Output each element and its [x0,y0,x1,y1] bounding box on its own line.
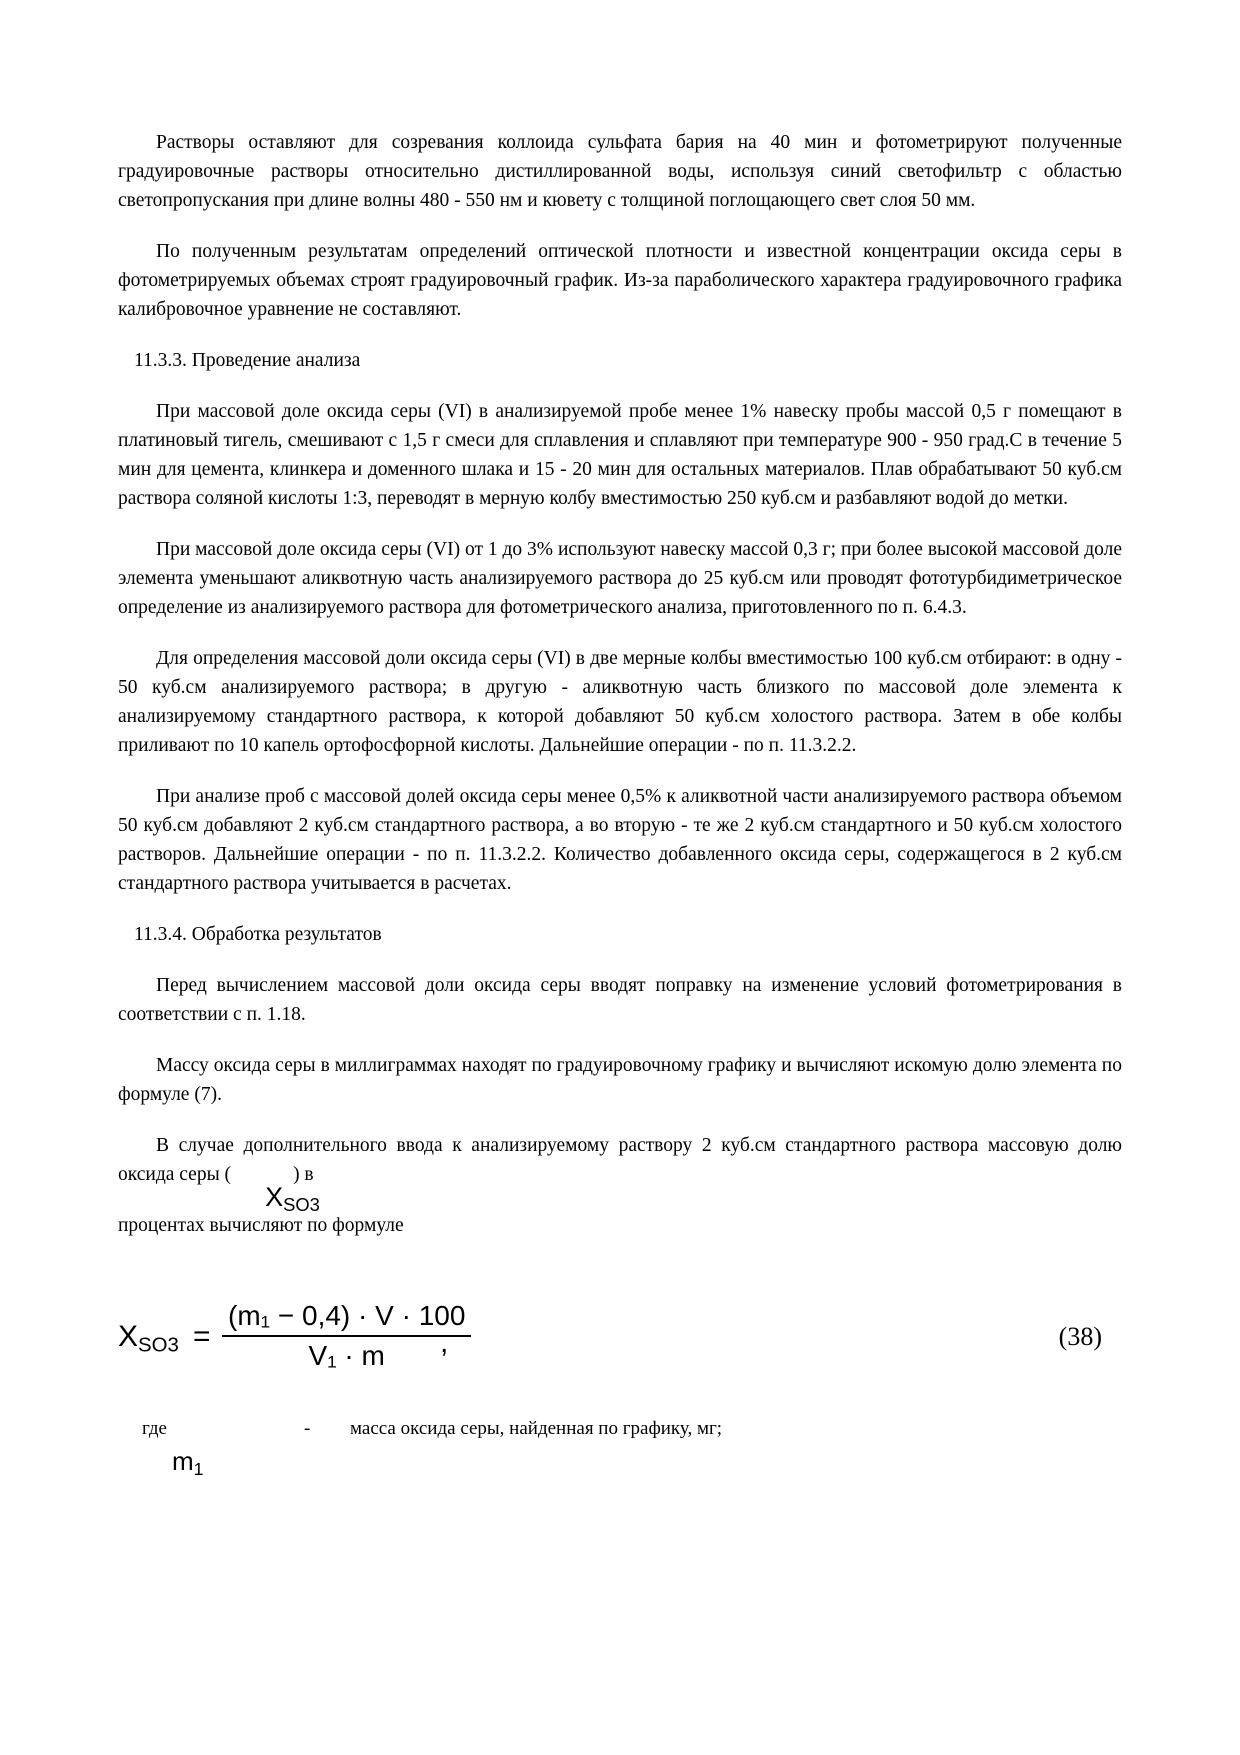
section-heading-11-3-4: 11.3.4. Обработка результатов [134,924,382,945]
formula-fraction [222,1300,471,1372]
legend-variable-m1: $m_1$ [172,1446,204,1479]
paragraph-11-3-3-2: При массовой доле оксида серы (VI) от 1 до 3% используют навеску массой 0,3 г; при более высокой массовой доле элемента уменьшают аликвотную часть анализируемого раствора до 25 куб.см или проводят фототурбидиметрическое определение из анализируемого раствора для фотометрического анализа, приготовленного по п. 6.4.3. [118,539,1122,618]
legend-dash: - [304,1418,311,1439]
section-heading-11-3-3: 11.3.3. Проведение анализа [134,350,361,371]
formula-equals: = [193,1320,211,1353]
paragraph-11-3-3-1: При массовой доле оксида серы (VI) в анализируемой пробе менее 1% навеску пробы массой 0,5 г помещают в платиновый тигель, смешивают с 1,5 г смеси для сплавления и сплавляют при температуре 900 - 950 град.С в течение 5 мин для цемента, клинкера и доменного шлака и 15 - 20 мин для остальных материалов. Плав обрабатывают 50 куб.см раствора соляной кислоты 1:3, переводят в мерную колбу вместимостью 250 куб.см и разбавляют водой до метки. [118,401,1122,509]
formula-legend [118,1418,1122,1488]
paragraph-intro-1: Растворы оставляют для созревания коллоида сульфата бария на 40 мин и фотометрируют полученные градуировочные растворы относительно дистиллированной воды, используя синий светофильтр с областью светопропускания при длине волны 480 - 550 нм и кювету с толщиной поглощающего свет слоя 50 мм. [118,132,1122,211]
legend-description: масса оксида серы, найденная по графику, мг; [350,1418,723,1439]
inline-variable-xso3-glyph: $X_{SO3}$ [265,1181,320,1215]
formula-comma: , [440,1326,449,1359]
paragraph-11-3-3-3: Для определения массовой доли оксида серы (VI) в две мерные колбы вместимостью 100 куб.см отбирают: в одну - 50 куб.см анализируемого раствора; в другую - аликвотную часть близкого по массовой доле элемента к анализируемому стандартного раствора, к которой добавляют 50 куб.см холостого раствора. Затем в обе колбы приливают по 10 капель ортофосфорной кислоты. Дальнейшие операции - по п. 11.3.2.2. [118,648,1122,756]
paragraph-11-3-4-1: Перед вычислением массовой доли оксида серы вводят поправку на изменение условий фотометрирования в соответствии с п. 1.18. [118,975,1122,1025]
inline-variable-xso3 [231,1161,320,1215]
formula-lhs: $X_{SO3}$ [118,1320,179,1357]
paragraph-intro-2: По полученным результатам определений оптической плотности и известной концентрации оксида серы в фотометрируемых объемах строят градуировочный график. Из-за параболического характера градуировочного графика калибровочное уравнение не составляют. [118,241,1122,320]
formula-denominator: V₁ · m [308,1340,385,1371]
formula-intro-text-before: В случае дополнительного ввода к анализируемому раствору 2 куб.см стандартного раствора массовую долю оксида серы ( [118,1135,1122,1185]
paragraph-11-3-4-2: Массу оксида серы в миллиграммах находят по градуировочному графику и вычисляют искомую долю элемента по формуле (7). [118,1055,1122,1105]
paragraph-formula-intro [118,1131,1122,1215]
legend-label: где [142,1418,167,1439]
formula-number: (38) [1058,1322,1102,1351]
formula-38 [118,1286,1122,1404]
paragraph-11-3-3-4: При анализе проб с массовой долей оксида серы менее 0,5% к аликвотной части анализируемого раствора объемом 50 куб.см добавляют 2 куб.см стандартного раствора, а во вторую - те же 2 куб.см стандартного и 50 куб.см холостого растворов. Дальнейшие операции - по п. 11.3.2.2. Количество добавленного оксида серы, содержащегося в 2 куб.см стандартного раствора учитывается в расчетах. [118,786,1122,894]
formula-numerator: (m₁ − 0,4) · V · 100 [228,1300,466,1331]
paragraph-formula-intro-cont: процентах вычисляют по формуле [118,1215,404,1236]
formula-intro-text-after: ) в [293,1164,314,1185]
